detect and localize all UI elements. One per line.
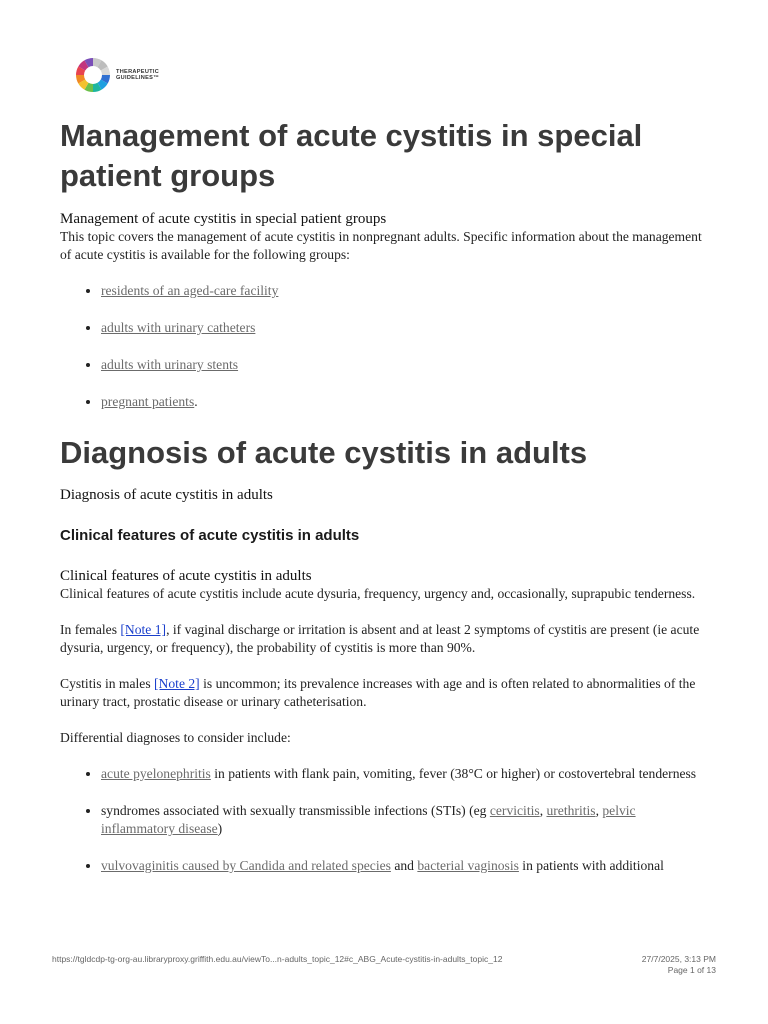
note-2-link[interactable]: [Note 2] bbox=[154, 676, 200, 691]
footer-page-number: Page 1 of 13 bbox=[667, 965, 716, 975]
subheading-clinical-features: Clinical features of acute cystitis in adults bbox=[60, 568, 312, 584]
link-pelvic-inflammatory-disease[interactable]: pelvic inflammatory disease bbox=[101, 803, 636, 836]
subtitle-diagnosis: Diagnosis of acute cystitis in adults bbox=[60, 487, 273, 503]
subtitle-management: Management of acute cystitis in special patient groups bbox=[60, 211, 387, 227]
section-title-diagnosis: Diagnosis of acute cystitis in adults bbox=[60, 435, 588, 470]
text: and bbox=[390, 858, 418, 873]
section-title-management: Management of acute cystitis in special patient groups bbox=[60, 118, 643, 193]
list-item bbox=[101, 282, 710, 300]
text: , bbox=[595, 803, 603, 818]
list-item bbox=[101, 393, 710, 411]
link-acute-pyelonephritis[interactable]: acute pyelonephritis bbox=[101, 766, 211, 781]
clinical-features-paragraph: Clinical features of acute cystitis include acute dysuria, frequency, urgency and, occasionally, suprapubic tenderness. bbox=[60, 586, 696, 601]
text: , if vaginal discharge or irritation is absent and at least 2 symptoms of cystitis are present (ie acute dysuria, urgency, or frequency), the probability of cystitis is more than 90%. bbox=[60, 622, 700, 655]
logo-line-1: THERAPEUTIC bbox=[116, 69, 160, 75]
list-item bbox=[101, 319, 710, 337]
link-urinary-stents[interactable]: adults with urinary stents bbox=[101, 357, 239, 372]
link-bacterial-vaginosis[interactable]: bacterial vaginosis bbox=[417, 858, 519, 873]
link-vulvovaginitis[interactable]: vulvovaginitis caused by Candida and related species bbox=[101, 858, 391, 873]
note-1-link[interactable]: [Note 1] bbox=[120, 622, 167, 637]
differential-intro: Differential diagnoses to consider include: bbox=[60, 730, 291, 745]
logo-wordmark bbox=[116, 69, 159, 81]
therapeutic-guidelines-logo-icon bbox=[74, 56, 112, 94]
special-groups-list bbox=[60, 282, 710, 411]
text: syndromes associated with sexually transmissible infections (STIs) (eg bbox=[101, 803, 490, 818]
list-item bbox=[101, 802, 710, 838]
document-content bbox=[60, 116, 710, 875]
logo-line-2: GUIDELINES™ bbox=[116, 75, 160, 81]
link-cervicitis[interactable]: cervicitis bbox=[489, 803, 540, 818]
text: is uncommon; its prevalence increases with age and is often related to abnormalities of the urinary tract, prostatic disease or urinary catheterisation. bbox=[60, 676, 696, 709]
heading-clinical-features: Clinical features of acute cystitis in adults bbox=[60, 527, 360, 544]
link-urethritis[interactable]: urethritis bbox=[546, 803, 596, 818]
intro-paragraph: This topic covers the management of acute cystitis in nonpregnant adults. Specific information about the management of acute cystitis is available for the following groups: bbox=[60, 229, 702, 262]
link-urinary-catheters[interactable]: adults with urinary catheters bbox=[101, 320, 256, 335]
text: in patients with flank pain, vomiting, fever (38°C or higher) or costovertebral tenderness bbox=[210, 766, 697, 781]
list-item bbox=[101, 765, 710, 783]
list-period: . bbox=[194, 394, 198, 409]
males-paragraph bbox=[60, 675, 710, 711]
list-item bbox=[101, 356, 710, 374]
link-aged-care[interactable]: residents of an aged-care facility bbox=[101, 283, 279, 298]
text: ) bbox=[217, 821, 223, 836]
text: in patients with additional bbox=[518, 858, 664, 873]
link-pregnant-patients[interactable]: pregnant patients bbox=[101, 394, 195, 409]
text: Cystitis in males bbox=[60, 676, 155, 691]
differential-list bbox=[60, 765, 710, 875]
logo bbox=[74, 56, 159, 94]
text: In females bbox=[60, 622, 121, 637]
footer-url: https://tgldcdp-tg-org-au.libraryproxy.griffith.edu.au/viewTo...n-adults_topic_12#c_ABG_Acute-cystitis-in-adults_topic_12 bbox=[52, 954, 503, 964]
text: , bbox=[539, 803, 547, 818]
females-paragraph bbox=[60, 621, 710, 657]
footer-date: 27/7/2025, 3:13 PM bbox=[641, 954, 716, 964]
list-item bbox=[101, 857, 710, 875]
